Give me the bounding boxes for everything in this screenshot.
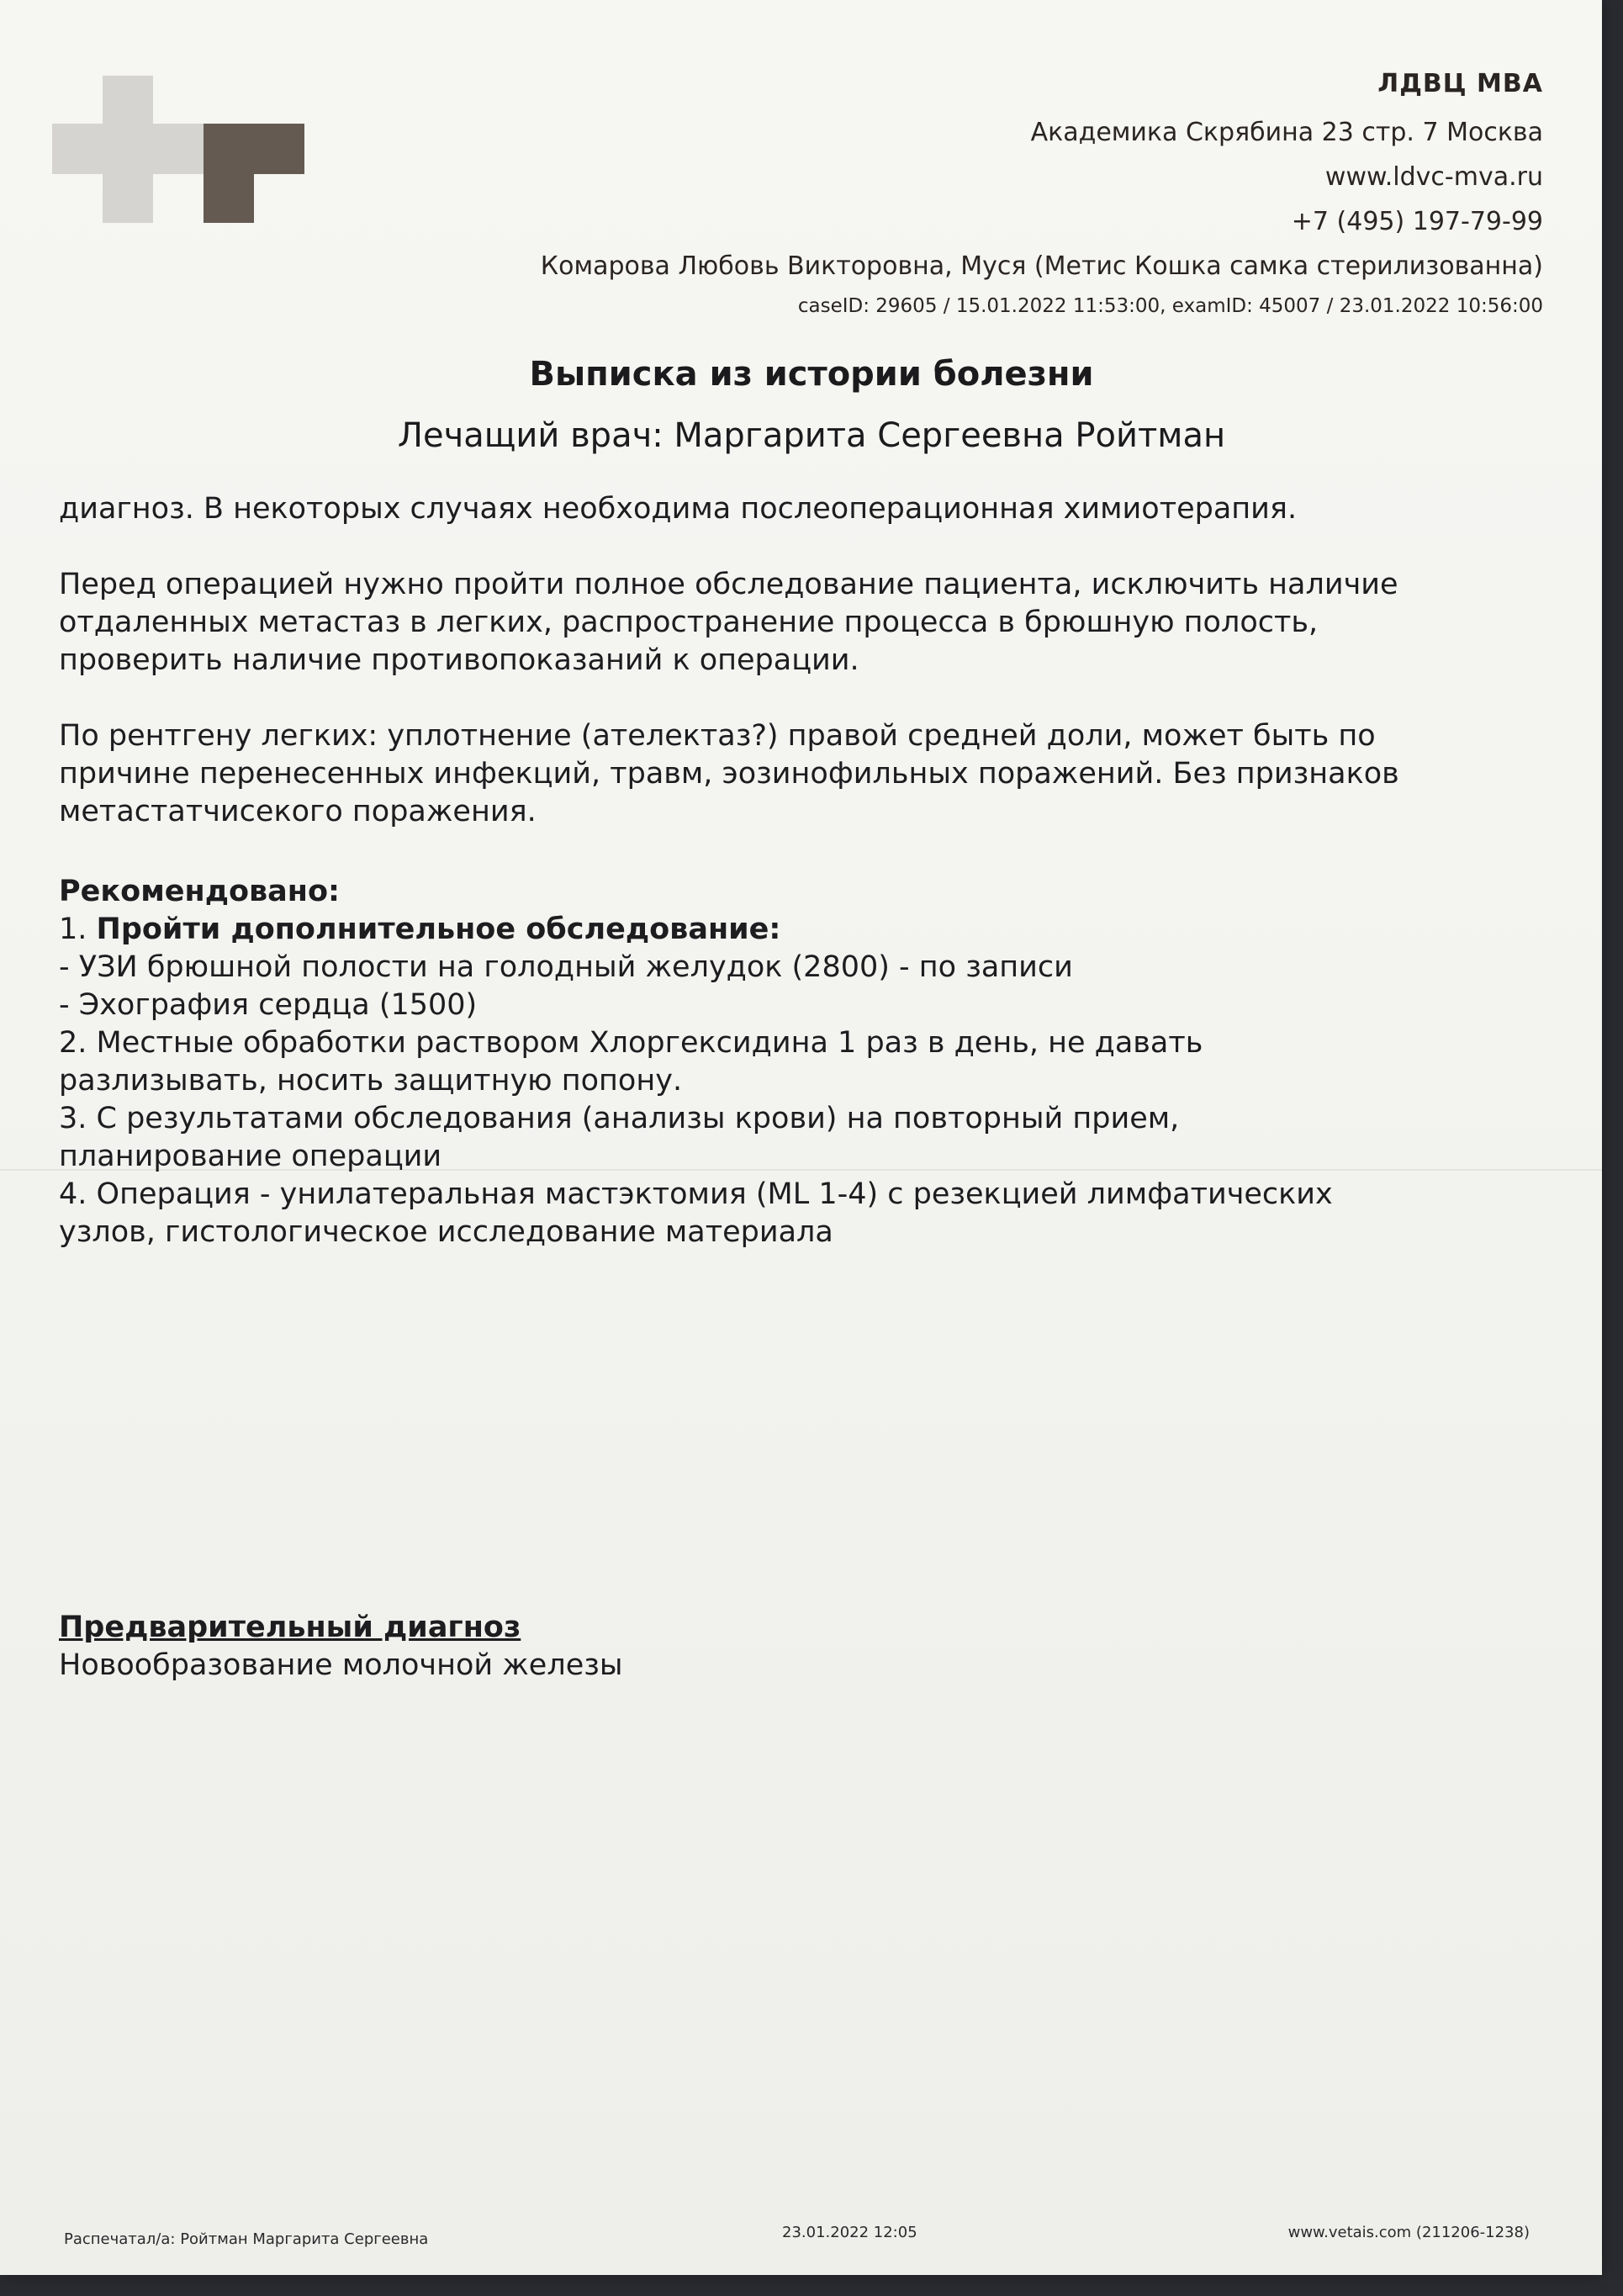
footer-site: www.vetais.com (211206-1238) [1287,2224,1530,2241]
clinic-address: Академика Скрябина 23 стр. 7 Москва [1030,118,1543,147]
clinic-name: ЛДВЦ МВА [1377,69,1543,98]
clinic-phone: +7 (495) 197-79-99 [1291,207,1543,236]
recommendation-1-item: - УЗИ брюшной полости на голодный желудок (2800) - по записи [59,950,1073,984]
paragraph-pre-op: Перед операцией нужно пройти полное обследование пациента, исключить наличие отдаленных метастаз в легких, распространение процесса в брюшную полость, проверить наличие противопоказаний к операции. [59,568,1398,677]
clinic-website: www.ldvc-mva.ru [1324,162,1543,192]
case-info: caseID: 29605 / 15.01.2022 11:53:00, examID: 45007 / 23.01.2022 10:56:00 [797,295,1543,317]
footer-date: 23.01.2022 12:05 [782,2224,917,2241]
recommendation-4: 4. Операция - унилатеральная мастэктомия (ML 1-4) с резекцией лимфатических [59,1177,1333,1211]
recommendation-3: 3. С результатами обследования (анализы крови) на повторный прием, [59,1102,1180,1135]
recommended-heading: Рекомендовано: [59,875,341,908]
attending-doctor: Лечащий врач: Маргарита Сергеевна Ройтман [397,416,1226,455]
paragraph-xray: По рентгену легких: уплотнение (ателектаз?) правой средней доли, может быть по причине перенесенных инфекций, травм, эозинофильных поражений. Без признаков метастатчисекого поражения. [59,719,1399,828]
recommendation-1: 1. Пройти дополнительное обследование: [59,913,781,946]
footer-printed-by: Распечатал/а: Ройтман Маргарита Сергеевна [64,2230,429,2248]
patient-info: Комарова Любовь Викторовна, Муся (Метис Кошка самка стерилизованна) [540,251,1543,281]
clinic-logo-icon [52,76,304,223]
recommendations: Рекомендовано: 1. Пройти дополнительное обследование: - УЗИ брюшной полости на голодный желудок (2800) - по записи - Эхография сердца (1500) 2. Местные обработки раствором Хлоргексидина 1 раз в день, не давать разлизывать, носить защитную попону. 3. С результатами обследования (анализы крови) на повторный прием, планирование операции 4. Операция - унилатеральная мастэктомия (ML 1-4) с резекцией лимфатических узлов, гистологическое исследование материала [59,873,1564,1251]
diagnosis-heading: Предварительный диагноз [59,1611,521,1644]
paragraph-diagnosis-note: диагноз. В некоторых случаях необходима послеоперационная химиотерапия. [59,492,1298,526]
document-title: Выписка из истории болезни [529,355,1094,394]
diagnosis-text: Новообразование молочной железы [59,1648,623,1682]
recommendation-2: 2. Местные обработки раствором Хлоргексидина 1 раз в день, не давать [59,1026,1203,1060]
clinic-header [541,69,1543,324]
recommendation-1-item: - Эхография сердца (1500) [59,988,478,1022]
preliminary-diagnosis [59,1609,1564,1685]
